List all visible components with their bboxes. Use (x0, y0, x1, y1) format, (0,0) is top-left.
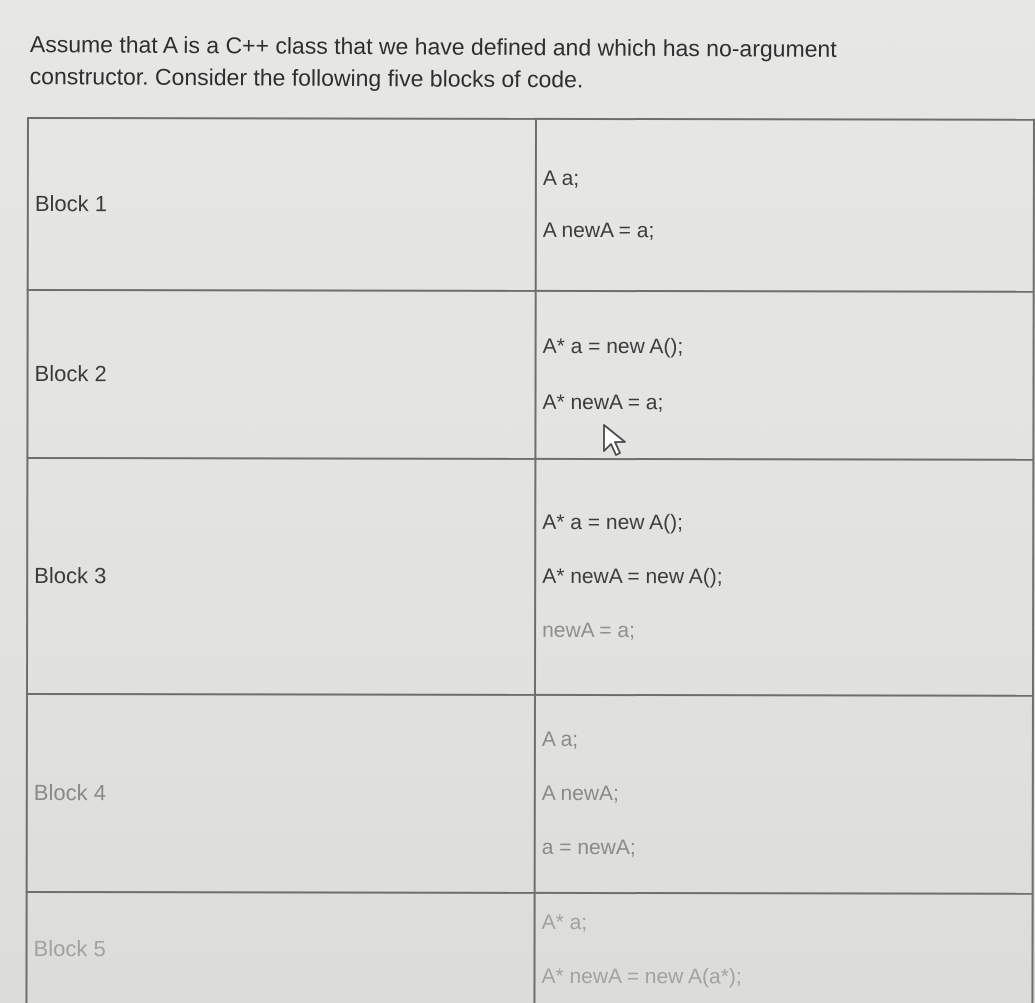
code-line: A* newA = new A(a*); (541, 964, 742, 989)
code-line: A a; (542, 166, 580, 190)
code-line: A* a = new A(); (542, 510, 683, 535)
code-line: A* a; (541, 910, 588, 934)
block-label: Block 4 (33, 780, 106, 806)
block-label: Block 1 (34, 191, 108, 217)
code-blocks-table (25, 117, 1035, 1003)
code-cell (535, 291, 1033, 460)
code-line: A* newA = new A(); (542, 564, 723, 589)
code-cell (534, 893, 1032, 1003)
question-line-1: Assume that A is a C++ class that we have defined and which has no-argument (29, 30, 837, 62)
table-row (27, 458, 1033, 696)
question-line-2: constructor. Consider the following five blocks of code. (29, 62, 584, 93)
question-text (30, 28, 990, 98)
code-line: A newA; (541, 781, 619, 806)
table-row (26, 892, 1032, 1003)
block-label: Block 5 (33, 936, 106, 962)
code-line: A newA = a; (542, 218, 655, 243)
code-line: a = newA; (541, 835, 636, 860)
block-label: Block 3 (34, 563, 107, 589)
block-label-cell (26, 892, 534, 1003)
block-label-cell (28, 118, 536, 291)
code-line: A a; (541, 727, 579, 751)
code-cell (535, 459, 1033, 696)
block-label-cell (27, 694, 535, 893)
table-row (27, 694, 1033, 894)
block-label-cell (27, 290, 535, 459)
code-cell (536, 119, 1034, 292)
code-cell (535, 695, 1033, 894)
code-blocks-table-wrapper (25, 117, 1021, 1003)
table-row (27, 290, 1033, 460)
table-row (28, 118, 1034, 292)
code-line: A* newA = a; (542, 390, 664, 415)
block-label-cell (27, 458, 535, 695)
code-line: newA = a; (542, 618, 635, 643)
block-label: Block 2 (34, 361, 107, 387)
code-line: A* a = new A(); (542, 334, 684, 359)
